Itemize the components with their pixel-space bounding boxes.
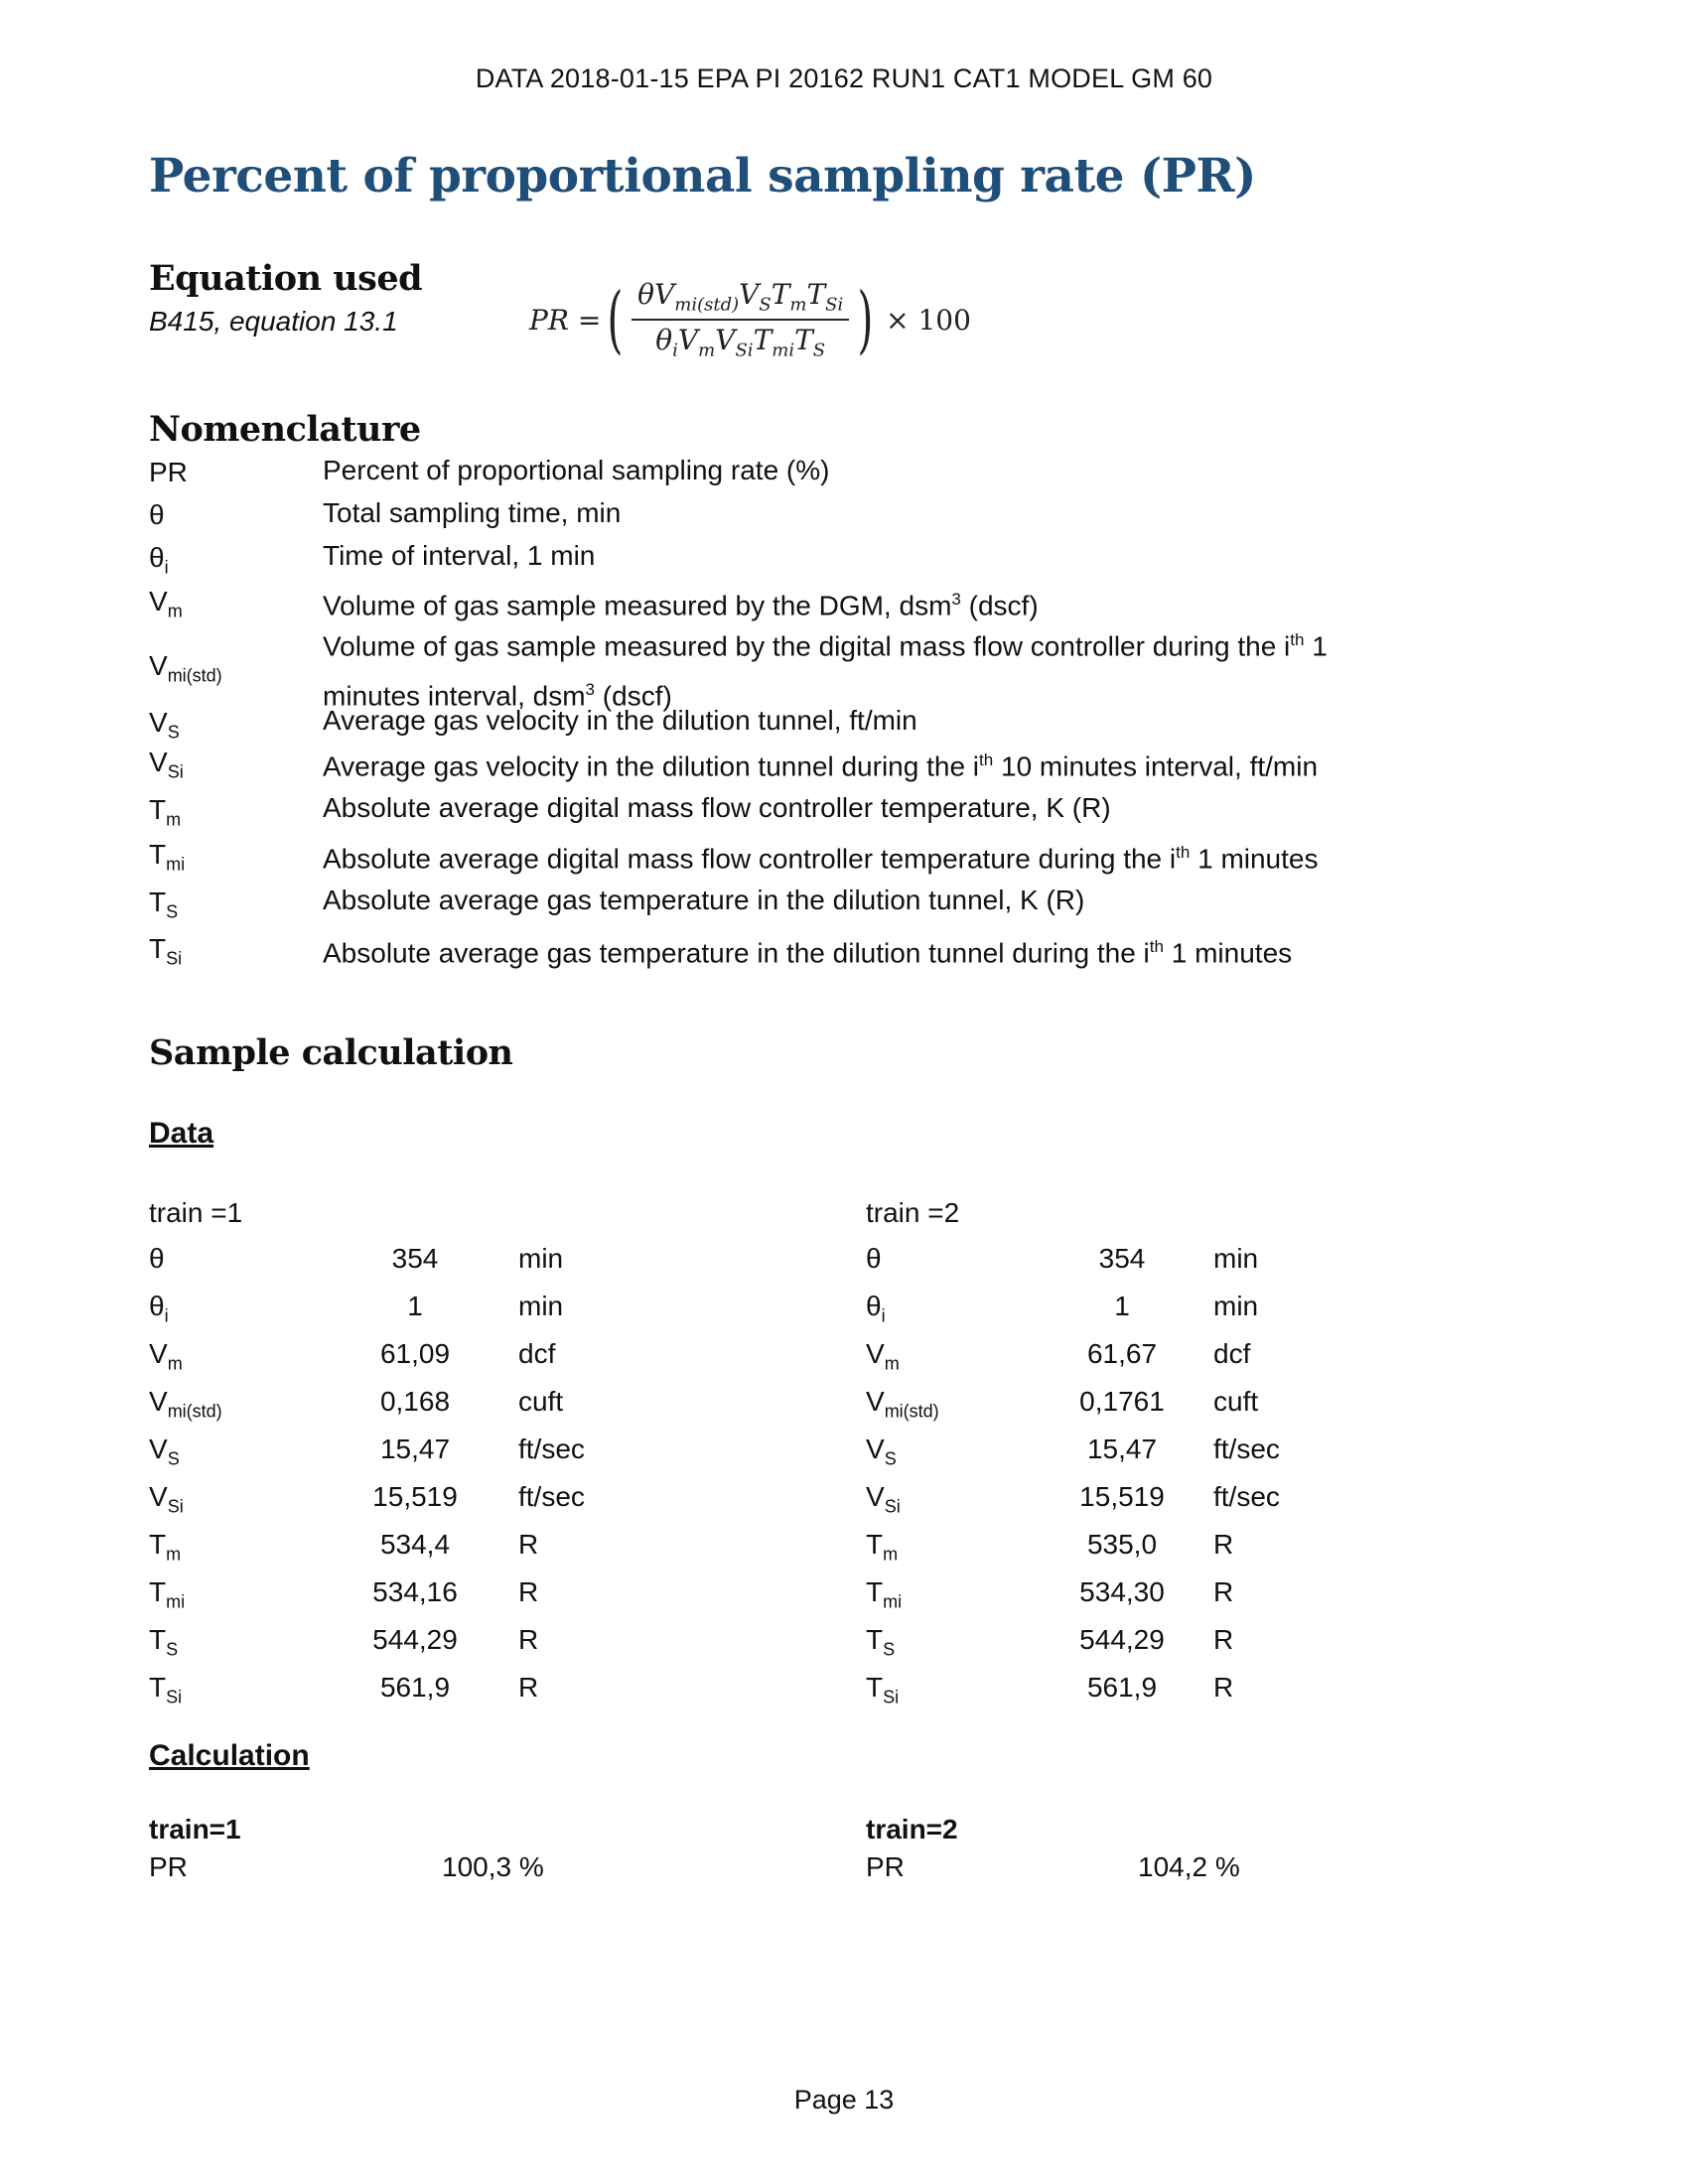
definition-superscript: th xyxy=(1176,843,1191,862)
symbol-base: θ xyxy=(149,1243,165,1274)
definition-text: Average gas velocity in the dilution tunnel during the i xyxy=(323,751,980,782)
symbol-base: T xyxy=(149,839,167,870)
nomenclature-symbol xyxy=(149,887,178,923)
symbol-base: θ xyxy=(866,1291,882,1321)
symbol-base: V xyxy=(866,1386,885,1417)
equation-numerator: $\theta V_{mi(std)}V_ST_mT_{Si}$ xyxy=(632,278,849,321)
nomenclature-definition xyxy=(323,534,1355,578)
data-symbol xyxy=(149,1624,178,1661)
symbol-base: V xyxy=(149,650,168,681)
symbol-subscript: m xyxy=(884,1353,900,1374)
symbol-subscript: Si xyxy=(167,761,184,782)
data-symbol xyxy=(866,1433,897,1470)
train-label: train =1 xyxy=(149,1197,243,1228)
data-unit: cuft xyxy=(518,1386,564,1417)
nomenclature-definition xyxy=(323,739,1355,788)
symbol-base: θ xyxy=(866,1243,882,1274)
data-value: 544,29 xyxy=(372,1624,458,1655)
definition-text: Percent of proportional sampling rate (%) xyxy=(323,455,830,485)
data-unit: min xyxy=(518,1243,564,1274)
equation-fraction xyxy=(632,278,849,360)
symbol-subscript: mi xyxy=(166,1591,186,1612)
train-label: train =2 xyxy=(866,1197,960,1228)
definition-text: Absolute average gas temperature in the dilution tunnel, K (R) xyxy=(323,885,1085,915)
nomenclature-definition xyxy=(323,449,1355,492)
data-value: 15,519 xyxy=(372,1481,458,1512)
symbol-base: V xyxy=(149,1481,168,1512)
data-unit: R xyxy=(518,1576,539,1607)
result-train-label: train=1 xyxy=(149,1814,241,1844)
data-unit: R xyxy=(1213,1576,1234,1607)
data-unit: R xyxy=(518,1529,539,1560)
data-symbol xyxy=(866,1529,898,1566)
definition-superscript: th xyxy=(1290,630,1305,649)
symbol-subscript: Si xyxy=(166,1687,183,1707)
nomenclature-symbol xyxy=(149,747,184,783)
data-symbol xyxy=(149,1386,222,1423)
nomenclature-definition xyxy=(323,491,1355,535)
symbol-subscript: mi xyxy=(166,854,186,875)
definition-text: Average gas velocity in the dilution tunnel, ft/min xyxy=(323,705,917,736)
symbol-base: V xyxy=(149,747,168,777)
definition-text-tail: (dscf) xyxy=(960,590,1039,621)
data-unit: R xyxy=(518,1624,539,1655)
data-symbol xyxy=(866,1291,886,1327)
symbol-subscript: Si xyxy=(167,1496,184,1517)
pr-value: 104,2 xyxy=(1138,1851,1208,1882)
symbol-base: PR xyxy=(149,457,188,487)
symbol-base: T xyxy=(149,1576,167,1607)
symbol-base: V xyxy=(149,586,168,616)
nomenclature-symbol xyxy=(149,933,182,970)
definition-superscript: 3 xyxy=(585,680,596,700)
data-value: 535,0 xyxy=(1086,1529,1158,1560)
symbol-subscript: S xyxy=(167,1448,180,1469)
definition-text: Volume of gas sample measured by the digital mass flow controller during the i xyxy=(323,630,1291,662)
data-value: 61,67 xyxy=(1086,1338,1158,1369)
symbol-base: T xyxy=(149,1672,167,1703)
nomenclature-symbol xyxy=(149,499,165,531)
data-value: 561,9 xyxy=(1086,1672,1158,1703)
symbol-base: T xyxy=(866,1624,884,1655)
pr-unit: % xyxy=(1214,1851,1240,1882)
data-symbol xyxy=(149,1672,182,1708)
data-symbol xyxy=(866,1481,901,1518)
left-paren: ( xyxy=(607,277,624,362)
page-title: Percent of proportional sampling rate (PR) xyxy=(149,149,1256,204)
symbol-base: V xyxy=(866,1481,885,1512)
sample-calculation-heading: Sample calculation xyxy=(149,1032,513,1073)
definition-text: Absolute average digital mass flow controller temperature during the i xyxy=(323,843,1177,875)
data-symbol xyxy=(149,1338,183,1375)
symbol-base: V xyxy=(149,1338,168,1369)
data-symbol xyxy=(866,1576,902,1613)
symbol-subscript: Si xyxy=(884,1496,901,1517)
definition-text: Time of interval, 1 min xyxy=(323,540,596,571)
symbol-base: θ xyxy=(149,542,165,573)
equation-denominator: $\theta_iV_mV_{Si}T_{mi}T_S$ xyxy=(655,324,826,361)
symbol-subscript: m xyxy=(167,1353,183,1374)
symbol-subscript: i xyxy=(881,1305,886,1326)
data-unit: R xyxy=(518,1672,539,1703)
data-value: 534,30 xyxy=(1079,1576,1165,1607)
definition-text: Absolute average gas temperature in the dilution tunnel during the i xyxy=(323,937,1150,969)
calculation-heading: Calculation xyxy=(149,1739,310,1772)
symbol-base: T xyxy=(149,1624,167,1655)
symbol-subscript: i xyxy=(164,557,169,578)
symbol-base: T xyxy=(149,1529,167,1560)
symbol-subscript: m xyxy=(167,601,183,621)
definition-text-tail: 1 minutes xyxy=(1163,937,1293,969)
nomenclature-definition xyxy=(323,786,1355,830)
symbol-base: V xyxy=(866,1338,885,1369)
nomenclature-heading: Nomenclature xyxy=(149,409,421,450)
nomenclature-definition xyxy=(323,879,1355,922)
nomenclature-symbol xyxy=(149,457,188,488)
nomenclature-symbol xyxy=(149,794,181,831)
symbol-subscript: S xyxy=(166,901,179,922)
data-value: 15,47 xyxy=(1086,1433,1158,1464)
data-value: 1 xyxy=(407,1291,423,1321)
equation-lhs: PR = xyxy=(529,303,602,337)
data-value: 15,519 xyxy=(1079,1481,1165,1512)
definition-text-tail: 1 minutes xyxy=(1190,843,1319,875)
data-unit: R xyxy=(1213,1624,1234,1655)
result-name: PR xyxy=(866,1851,905,1882)
definition-text-tail: (dscf) xyxy=(595,680,672,712)
data-symbol xyxy=(149,1433,180,1470)
symbol-subscript: mi(std) xyxy=(884,1401,939,1422)
symbol-subscript: Si xyxy=(166,948,183,969)
symbol-subscript: m xyxy=(166,809,182,830)
result-value xyxy=(1138,1851,1240,1883)
data-unit: min xyxy=(1213,1243,1259,1274)
data-symbol xyxy=(149,1576,185,1613)
data-heading: Data xyxy=(149,1117,214,1150)
data-unit: min xyxy=(1213,1291,1259,1321)
data-symbol xyxy=(149,1481,184,1518)
symbol-subscript: mi(std) xyxy=(167,1401,222,1422)
pr-value: 100,3 xyxy=(442,1851,512,1882)
definition-superscript: th xyxy=(979,751,994,769)
definition-text: Total sampling time, min xyxy=(323,497,622,528)
data-value: 354 xyxy=(391,1243,439,1274)
definition-superscript: 3 xyxy=(951,590,961,609)
nomenclature-definition xyxy=(323,925,1355,975)
data-value: 534,4 xyxy=(379,1529,451,1560)
symbol-base: V xyxy=(149,707,168,738)
data-value: 0,168 xyxy=(379,1386,451,1417)
data-value: 15,47 xyxy=(379,1433,451,1464)
definition-text-tail: 10 minutes interval, ft/min xyxy=(993,751,1319,782)
data-unit: ft/sec xyxy=(518,1433,585,1464)
symbol-base: T xyxy=(149,794,167,825)
symbol-subscript: S xyxy=(883,1639,896,1660)
symbol-subscript: S xyxy=(166,1639,179,1660)
right-paren: ) xyxy=(857,277,874,362)
symbol-base: T xyxy=(866,1672,884,1703)
result-name: PR xyxy=(149,1851,188,1882)
equation-heading: Equation used xyxy=(149,258,423,299)
data-unit: ft/sec xyxy=(518,1481,585,1512)
symbol-base: T xyxy=(866,1529,884,1560)
data-value: 61,09 xyxy=(379,1338,451,1369)
result-train-label: train=2 xyxy=(866,1814,958,1844)
symbol-base: T xyxy=(149,933,167,964)
definition-text-tail: 1 minutes interval, dsm xyxy=(323,630,1328,712)
symbol-base: θ xyxy=(149,499,165,530)
data-symbol xyxy=(149,1291,169,1327)
result-value xyxy=(442,1851,544,1883)
data-unit: dcf xyxy=(518,1338,556,1369)
data-unit: R xyxy=(1213,1529,1234,1560)
data-unit: ft/sec xyxy=(1213,1481,1280,1512)
definition-superscript: th xyxy=(1149,937,1164,956)
symbol-base: V xyxy=(149,1433,168,1464)
page-number: Page 13 xyxy=(793,2085,895,2115)
data-value: 354 xyxy=(1098,1243,1146,1274)
data-value: 534,16 xyxy=(372,1576,458,1607)
symbol-subscript: mi(std) xyxy=(167,665,222,686)
nomenclature-symbol xyxy=(149,586,183,622)
data-unit: ft/sec xyxy=(1213,1433,1280,1464)
document-header: DATA 2018-01-15 EPA PI 20162 RUN1 CAT1 MODEL GM 60 xyxy=(475,64,1213,93)
symbol-subscript: Si xyxy=(883,1687,900,1707)
data-unit: R xyxy=(1213,1672,1234,1703)
nomenclature-symbol xyxy=(149,542,169,579)
data-symbol xyxy=(149,1243,165,1275)
data-value: 1 xyxy=(1114,1291,1130,1321)
data-symbol xyxy=(866,1672,899,1708)
data-unit: dcf xyxy=(1213,1338,1251,1369)
symbol-subscript: m xyxy=(883,1544,899,1565)
data-symbol xyxy=(866,1624,895,1661)
definition-text: Volume of gas sample measured by the DGM, dsm xyxy=(323,590,952,621)
data-symbol xyxy=(866,1243,882,1275)
data-symbol xyxy=(866,1386,939,1423)
symbol-base: V xyxy=(149,1386,168,1417)
data-value: 544,29 xyxy=(1079,1624,1165,1655)
data-unit: cuft xyxy=(1213,1386,1259,1417)
data-value: 561,9 xyxy=(379,1672,451,1703)
nomenclature-definition xyxy=(323,831,1355,881)
data-symbol xyxy=(866,1338,900,1375)
nomenclature-definition xyxy=(323,699,1355,743)
nomenclature-symbol xyxy=(149,707,180,744)
symbol-base: V xyxy=(866,1433,885,1464)
symbol-subscript: i xyxy=(164,1305,169,1326)
data-symbol xyxy=(149,1529,181,1566)
data-value: 0,1761 xyxy=(1079,1386,1165,1417)
symbol-subscript: m xyxy=(166,1544,182,1565)
symbol-subscript: mi xyxy=(883,1591,903,1612)
data-unit: min xyxy=(518,1291,564,1321)
pr-unit: % xyxy=(518,1851,544,1882)
symbol-subscript: S xyxy=(167,722,180,743)
equation-rhs: × 100 xyxy=(886,303,971,337)
nomenclature-symbol xyxy=(149,650,222,687)
symbol-subscript: S xyxy=(884,1448,897,1469)
equation-formula xyxy=(529,270,971,369)
nomenclature-symbol xyxy=(149,839,185,876)
symbol-base: T xyxy=(149,887,167,917)
definition-text: Absolute average digital mass flow controller temperature, K (R) xyxy=(323,792,1111,823)
equation-reference: B415, equation 13.1 xyxy=(149,306,398,337)
symbol-base: T xyxy=(866,1576,884,1607)
symbol-base: θ xyxy=(149,1291,165,1321)
